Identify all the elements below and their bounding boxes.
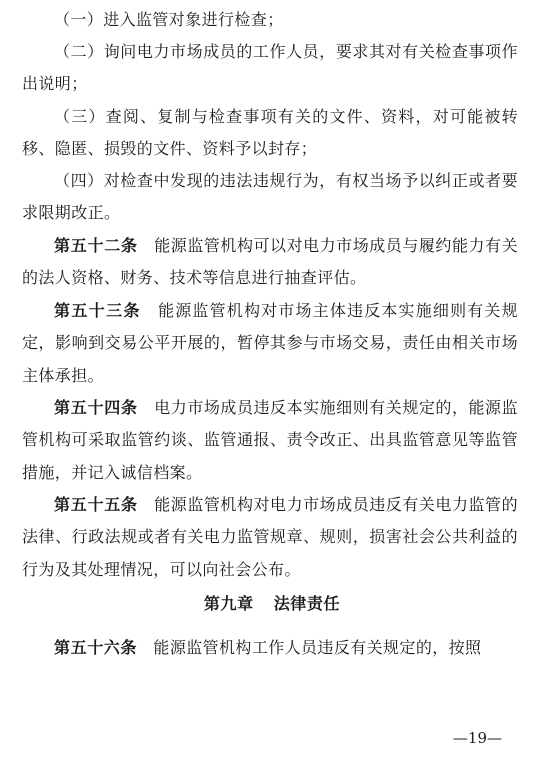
article-53 — [22, 295, 518, 392]
article-text: 能源监管机构对市场主体违反本实施细则有关规定，影响到交易公平开展的，暂停其参与市场交易，责任由相关市场主体承担。 — [22, 301, 518, 385]
list-item-text: （一）进入监管对象进行检查； — [54, 10, 284, 29]
article-label: 第五十四条 — [54, 398, 138, 417]
article-label: 第五十六条 — [54, 638, 138, 657]
article-52 — [22, 230, 518, 295]
list-item-text: （三）查阅、复制与检查事项有关的文件、资料，对可能被转移、隐匿、损毁的文件、资料予以封存； — [22, 107, 518, 159]
chapter-title: 法律责任 — [273, 594, 341, 613]
list-item-text: （二）询问电力市场成员的工作人员，要求其对有关检查事项作出说明； — [22, 42, 518, 94]
list-item-2 — [22, 36, 518, 101]
article-label: 第五十三条 — [54, 301, 141, 320]
list-item-3 — [22, 101, 518, 166]
article-text: 能源监管机构工作人员违反有关规定的，按照 — [153, 638, 482, 657]
list-item-1 — [22, 4, 518, 36]
article-label: 第五十二条 — [54, 236, 138, 255]
article-55 — [22, 489, 518, 586]
article-text: 能源监管机构对电力市场成员违反有关电力监管的法律、行政法规或者有关电力监管规章、规则，损害社会公共利益的行为及其处理情况，可以向社会公布。 — [22, 495, 518, 579]
page-number: —19— — [452, 729, 502, 747]
article-56 — [22, 632, 518, 664]
article-text: 电力市场成员违反本实施细则有关规定的，能源监管机构可采取监管约谈、监管通报、责令改正、出具监管意见等监管措施，并记入诚信档案。 — [22, 398, 518, 482]
chapter-heading — [0, 588, 544, 620]
article-text: 能源监管机构可以对电力市场成员与履约能力有关的法人资格、财务、技术等信息进行抽查评估。 — [22, 236, 518, 288]
article-label: 第五十五条 — [54, 495, 138, 514]
chapter-number: 第九章 — [203, 594, 254, 613]
list-item-4 — [22, 165, 518, 230]
list-item-text: （四）对检查中发现的违法违规行为，有权当场予以纠正或者要求限期改正。 — [22, 171, 518, 223]
article-54 — [22, 392, 518, 489]
